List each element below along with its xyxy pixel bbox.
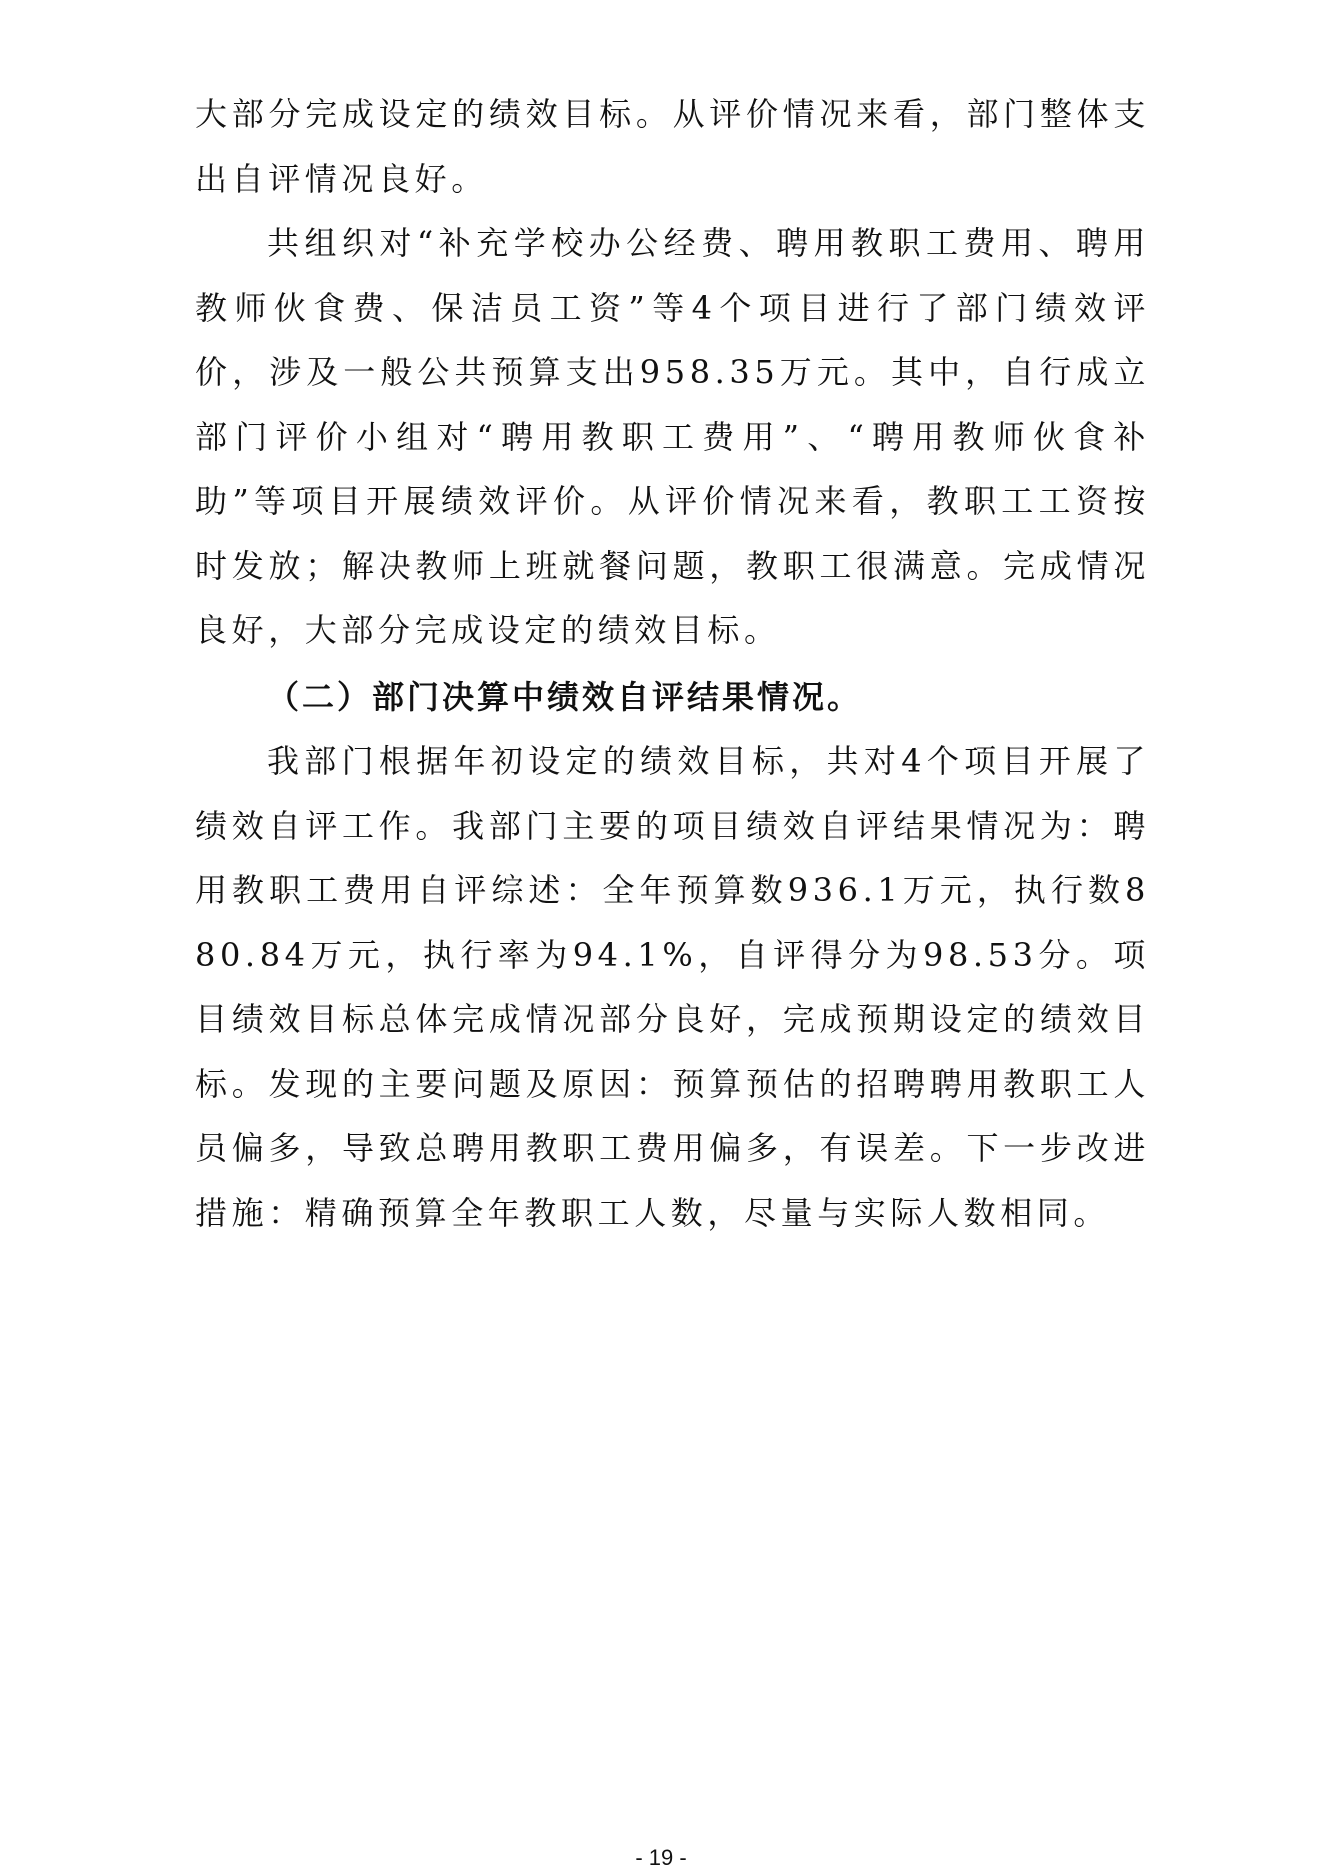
evaluation-paragraph: 共组织对“补充学校办公经费、聘用教职工费用、聘用教师伙食费、保洁员工资”等4个项目进行了部门绩效评价，涉及一般公共预算支出958.35万元。其中，自行成立部门评价小组对“聘用教职工费用”、“聘用教师伙食补助”等项目开展绩效评价。从评价情况来看，教职工工资按时发放；解决教师上班就餐问题，教职工很满意。完成情况良好，大部分完成设定的绩效目标。	[195, 224, 1150, 649]
page-number: - 19 -	[635, 1845, 687, 1870]
document-body	[195, 82, 1150, 1245]
continuation-paragraph: 大部分完成设定的绩效目标。从评价情况来看，部门整体支出自评情况良好。	[195, 95, 1150, 198]
self-evaluation-paragraph: 我部门根据年初设定的绩效目标，共对4个项目开展了绩效自评工作。我部门主要的项目绩效自评结果情况为：聘用教职工费用自评综述：全年预算数936.1万元，执行数880.84万元，执行率为94.1%，自评得分为98.53分。项目绩效目标总体完成情况部分良好，完成预期设定的绩效目标。发现的主要问题及原因：预算预估的招聘聘用教职工人员偏多，导致总聘用教职工费用偏多，有误差。下一步改进措施：精确预算全年教职工人数，尽量与实际人数相同。	[195, 742, 1150, 1232]
section-heading: （二）部门决算中绩效自评结果情况。	[267, 677, 863, 716]
